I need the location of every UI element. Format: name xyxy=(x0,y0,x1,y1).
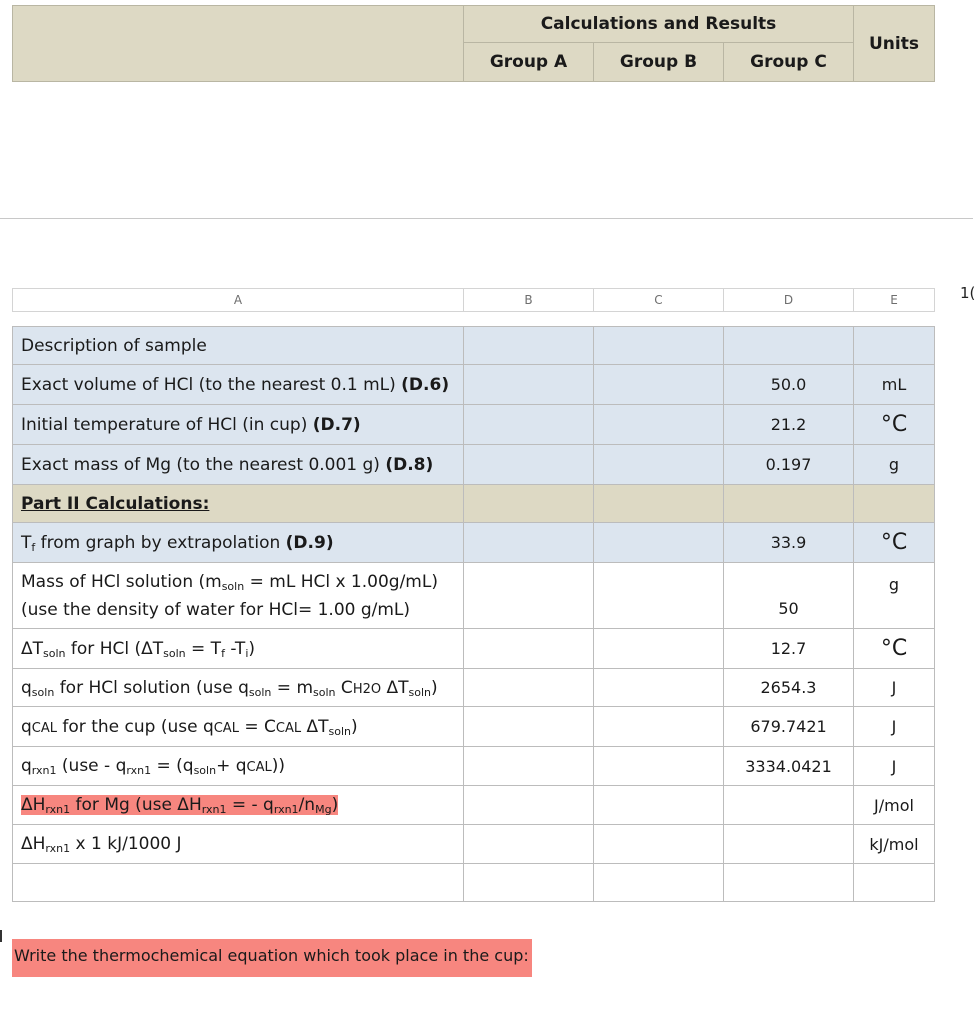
row-number-cutoff: 1( xyxy=(960,284,975,302)
label-ref: (D.9) xyxy=(285,532,334,553)
cell-label[interactable]: $q_{soln}$ for HCl solution (use $q_{soln} = m_{soln}$ CH2O $\Delta T_{soln}$) xyxy=(13,669,464,707)
part2-heading-text: Part II Calculations: xyxy=(21,493,210,514)
cell-group-b[interactable] xyxy=(594,707,724,747)
cell-group-b[interactable] xyxy=(594,669,724,707)
table-row xyxy=(13,786,935,825)
cell-label[interactable] xyxy=(13,786,464,825)
cell-unit[interactable]: °C xyxy=(854,523,935,563)
label-text: from graph by extrapolation xyxy=(35,532,286,553)
cell-label[interactable]: qCAL for the cup (use qCAL = CCAL $\Delta T_{soln}$) xyxy=(13,707,464,747)
column-header-d[interactable]: D xyxy=(724,289,854,312)
cell-unit[interactable] xyxy=(854,327,935,365)
cell-group-c[interactable]: 50 xyxy=(724,563,854,629)
cell-unit[interactable]: °C xyxy=(854,405,935,445)
cell-unit[interactable]: J xyxy=(854,747,935,786)
cell-group-c[interactable]: 21.2 xyxy=(724,405,854,445)
table-row xyxy=(13,747,935,786)
cell-unit[interactable]: J/mol xyxy=(854,786,935,825)
label-text: Exact volume of HCl (to the nearest 0.1 mL) xyxy=(21,374,402,395)
header-group-a: Group A xyxy=(464,43,594,82)
label-line1-rest: = mL HCl x 1.00g/mL) xyxy=(244,571,438,592)
table-row xyxy=(13,707,935,747)
cell-group-b[interactable] xyxy=(594,629,724,669)
column-header-a[interactable]: A xyxy=(13,289,464,312)
cell-group-c[interactable]: 3334.0421 xyxy=(724,747,854,786)
cell-group-b[interactable] xyxy=(594,485,724,523)
cell-unit[interactable] xyxy=(854,485,935,523)
cell-group-a[interactable] xyxy=(464,445,594,485)
cell-group-a[interactable] xyxy=(464,747,594,786)
table-row xyxy=(13,669,935,707)
table-row xyxy=(13,327,935,365)
cell-group-a[interactable] xyxy=(464,825,594,864)
cell-group-b[interactable] xyxy=(594,786,724,825)
cell-group-b[interactable] xyxy=(594,327,724,365)
cell-group-a[interactable] xyxy=(464,485,594,523)
cell-unit[interactable]: mL xyxy=(854,365,935,405)
cell-group-b[interactable] xyxy=(594,365,724,405)
cell-group-c[interactable] xyxy=(724,327,854,365)
cell-group-a[interactable] xyxy=(464,365,594,405)
label-ref: (D.7) xyxy=(312,414,361,435)
cell-group-c[interactable] xyxy=(724,485,854,523)
cell-group-b[interactable] xyxy=(594,864,724,902)
cell-group-c[interactable]: 33.9 xyxy=(724,523,854,563)
table-row xyxy=(13,825,935,864)
cell-unit[interactable]: kJ/mol xyxy=(854,825,935,864)
cell-label[interactable] xyxy=(13,864,464,902)
label-text: x 1 kJ/1000 J xyxy=(70,834,182,854)
cell-label[interactable]: $q_{rxn1}$ ($use - q_{rxn1} = (q_{soln}+$ qCAL)) xyxy=(13,747,464,786)
cell-label[interactable]: $T_f$ from graph by extrapolation (D.9) xyxy=(13,523,464,563)
cell-unit[interactable] xyxy=(854,864,935,902)
cell-label[interactable] xyxy=(13,563,464,629)
cell-group-c[interactable]: 50.0 xyxy=(724,365,854,405)
highlighted-label: $\Delta H_{rxn1}$ for Mg (use $\Delta H_{rxn1}$ = - $q_{rxn1}/n_{Mg}$) xyxy=(21,795,339,816)
header-title: Calculations and Results xyxy=(464,6,854,43)
cell-unit[interactable]: g xyxy=(854,563,935,629)
header-group-c: Group C xyxy=(724,43,854,82)
cell-group-b[interactable] xyxy=(594,405,724,445)
cell-label[interactable] xyxy=(13,365,464,405)
results-header xyxy=(12,5,935,82)
label-ref: (D.6) xyxy=(401,374,450,395)
table-row xyxy=(13,365,935,405)
cell-group-b[interactable] xyxy=(594,825,724,864)
table-row xyxy=(13,405,935,445)
cell-label[interactable] xyxy=(13,405,464,445)
label-ref: (D.8) xyxy=(385,454,434,475)
cell-group-c[interactable] xyxy=(724,786,854,825)
cell-group-a[interactable] xyxy=(464,629,594,669)
edge-marker xyxy=(0,930,2,942)
column-header-b[interactable]: B xyxy=(464,289,594,312)
section-divider xyxy=(0,218,973,219)
cell-group-b[interactable] xyxy=(594,445,724,485)
cell-unit[interactable]: J xyxy=(854,669,935,707)
part2-heading[interactable] xyxy=(13,485,464,523)
cell-group-a[interactable] xyxy=(464,707,594,747)
header-group-b: Group B xyxy=(594,43,724,82)
cell-group-a[interactable] xyxy=(464,405,594,445)
cell-label[interactable]: Description of sample xyxy=(13,327,464,365)
label-text: Initial temperature of HCl (in cup) xyxy=(21,414,313,435)
cell-group-a[interactable] xyxy=(464,786,594,825)
cell-group-a[interactable] xyxy=(464,523,594,563)
cell-unit[interactable]: °C xyxy=(854,629,935,669)
cell-group-a[interactable] xyxy=(464,864,594,902)
table-row xyxy=(13,523,935,563)
label-line1: Mass of HCl solution (m xyxy=(21,571,222,592)
cell-group-a[interactable] xyxy=(464,669,594,707)
label-sub: soln xyxy=(221,579,245,593)
label-line2: (use the density of water for HCl= 1.00 g/mL) xyxy=(21,599,411,620)
cell-group-c[interactable]: 679.7421 xyxy=(724,707,854,747)
table-row xyxy=(13,864,935,902)
cell-unit[interactable]: J xyxy=(854,707,935,747)
header-units: Units xyxy=(854,6,935,82)
cell-group-b[interactable] xyxy=(594,523,724,563)
cell-label[interactable]: $\Delta H_{rxn1}$ x 1 kJ/1000 J xyxy=(13,825,464,864)
label-text: Exact mass of Mg (to the nearest 0.001 g) xyxy=(21,454,386,475)
column-header-e[interactable]: E xyxy=(854,289,935,312)
cell-group-a[interactable] xyxy=(464,327,594,365)
section-row xyxy=(13,485,935,523)
table-row xyxy=(13,629,935,669)
cell-group-c[interactable]: 2654.3 xyxy=(724,669,854,707)
cell-group-a[interactable] xyxy=(464,563,594,629)
thermochemical-equation-prompt[interactable]: Write the thermochemical equation which took place in the cup: xyxy=(12,939,532,977)
cell-label[interactable]: $\Delta T_{soln}$ for HCl ($\Delta T_{soln} = T_f$ $-T_i$) xyxy=(13,629,464,669)
table-row xyxy=(13,563,935,629)
column-header-c[interactable]: C xyxy=(594,289,724,312)
cell-group-c[interactable] xyxy=(724,864,854,902)
cell-group-c[interactable]: 0.197 xyxy=(724,445,854,485)
header-blank-cell xyxy=(13,6,464,82)
cell-group-b[interactable] xyxy=(594,563,724,629)
cell-group-c[interactable] xyxy=(724,825,854,864)
cell-unit[interactable]: g xyxy=(854,445,935,485)
data-table xyxy=(12,326,935,902)
cell-label[interactable] xyxy=(13,445,464,485)
table-row xyxy=(13,445,935,485)
cell-group-c[interactable]: 12.7 xyxy=(724,629,854,669)
cell-group-b[interactable] xyxy=(594,747,724,786)
column-header-bar xyxy=(12,288,935,312)
